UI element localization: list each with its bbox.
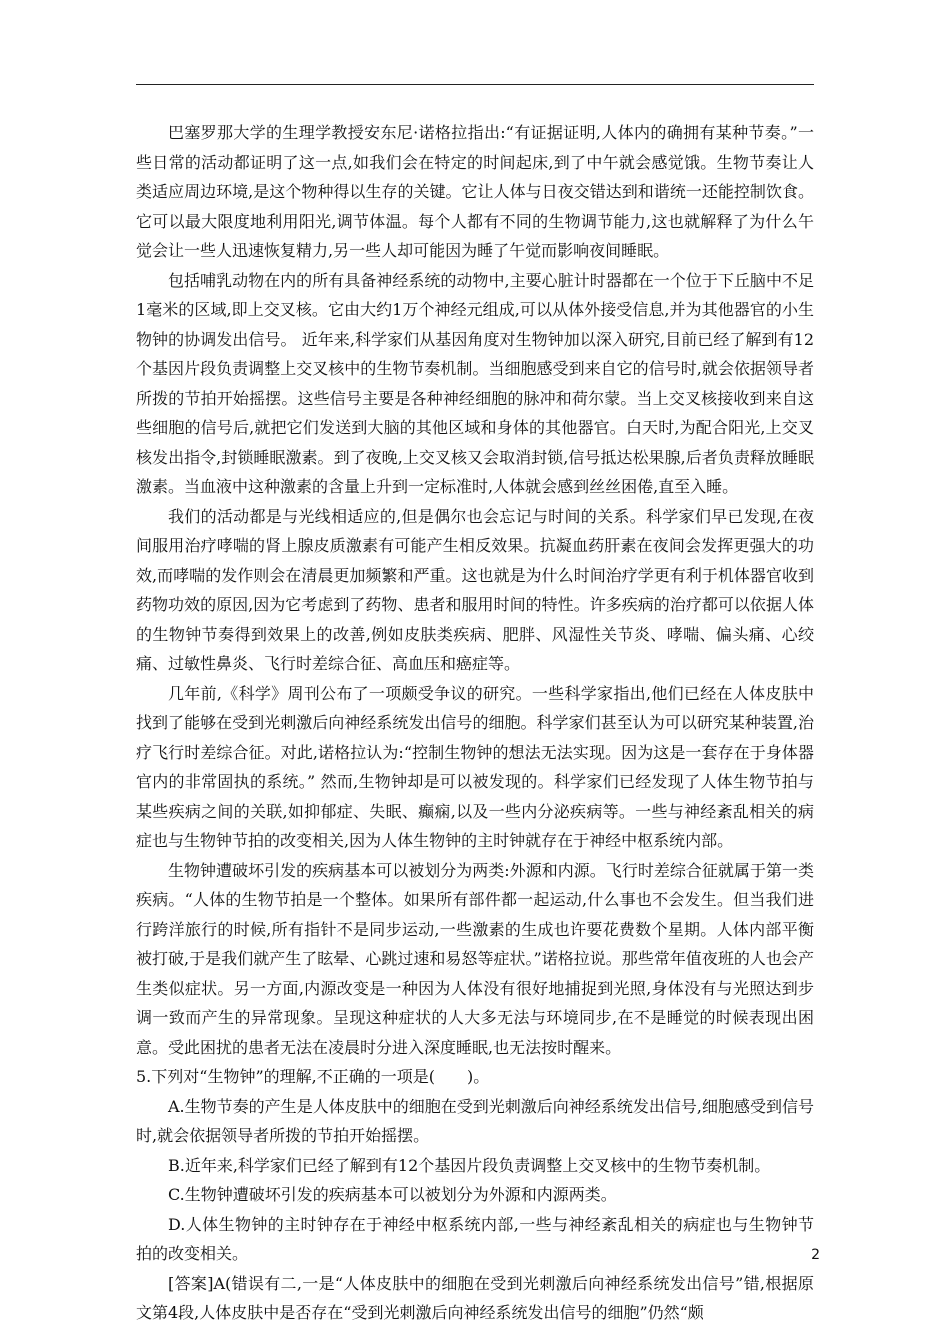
answer-explanation: [答案]A(错误有二,一是“人体皮肤中的细胞在受到光刺激后向神经系统发出信号”错,根据原文第4段,人体皮肤中是否存在“受到光刺激后向神经系统发出信号的细胞”仍然“颇 bbox=[136, 1273, 814, 1322]
page-number: 2 bbox=[811, 1247, 820, 1263]
paragraph-1: 巴塞罗那大学的生理学教授安东尼·诺格拉指出:“有证据证明,人体内的确拥有某种节奏。”一些日常的活动都证明了这一点,如我们会在特定的时间起床,到了中午就会感觉饿。生物节奏让人类适应周边环境,是这个物种得以生存的关键。它让人体与日夜交错达到和谐统一还能控制饮食。它可以最大限度地利用阳光,调节体温。每个人都有不同的生物调节能力,这也就解释了为什么午觉会让一些人迅速恢复精力,另一些人却可能因为睡了午觉而影响夜间睡眠。 bbox=[136, 123, 814, 260]
paragraph-5: 生物钟遭破坏引发的疾病基本可以被划分为两类:外源和内源。飞行时差综合征就属于第一类疾病。“人体的生物节拍是一个整体。如果所有部件都一起运动,什么事也不会发生。但当我们进行跨洋旅行的时候,所有指针不是同步运动,一些激素的生成也许要花费数个星期。人体内部平衡被打破,于是我们就产生了眩晕、心跳过速和易怒等症状。”诺格拉说。那些常年值夜班的人也会产生类似症状。另一方面,内源改变是一种因为人体没有很好地捕捉到光照,身体没有与光照达到步调一致而产生的异常现象。呈现这种症状的人大多无法与环境同步,在不是睡觉的时候表现出困意。受此困扰的患者无法在凌晨时分进入深度睡眠,也无法按时醒来。 bbox=[136, 860, 814, 1057]
paragraph-3: 我们的活动都是与光线相适应的,但是偶尔也会忘记与时间的关系。科学家们早已发现,在夜间服用治疗哮喘的肾上腺皮质激素有可能产生相反效果。抗凝血药肝素在夜间会发挥更强大的功效,而哮喘的发作则会在清晨更加频繁和严重。这也就是为什么时间治疗学更有利于机体器官收到药物功效的原因,因为它考虑到了药物、患者和服用时间的特性。许多疾病的治疗都可以依据人体的生物钟节奏得到效果上的改善,例如皮肤类疾病、肥胖、风湿性关节炎、哮喘、偏头痛、心绞痛、过敏性鼻炎、飞行时差综合征、高血压和癌症等。 bbox=[136, 506, 814, 673]
paragraph-2: 包括哺乳动物在内的所有具备神经系统的动物中,主要心脏计时器都在一个位于下丘脑中不足1毫米的区域,即上交叉核。它由大约1万个神经元组成,可以从体外接受信息,并为其他器官的小生物钟的协调发出信号。 近年来,科学家们从基因角度对生物钟加以深入研究,目前已经了解到有12个基因片段负责调整上交叉核中的生物节奏机制。当细胞感受到来自它的信号时,就会依据领导者所拨的节拍开始摇摆。这些信号主要是各种神经细胞的脉冲和荷尔蒙。当上交叉核接收到来自这些细胞的信号后,就把它们发送到大脑的其他区域和身体的其他器官。白天时,为配合阳光,上交叉核发出指令,封锁睡眠激素。到了夜晚,上交叉核又会取消封锁,信号抵达松果腺,后者负责释放睡眠激素。当血液中这种激素的含量上升到一定标准时,人体就会感到丝丝困倦,直至入睡。 bbox=[136, 270, 814, 496]
option-a: A.生物节奏的产生是人体皮肤中的细胞在受到光刺激后向神经系统发出信号,细胞感受到信号时,就会依据领导者所拨的节拍开始摇摆。 bbox=[136, 1096, 814, 1145]
paragraph-4: 几年前,《科学》周刊公布了一项颇受争议的研究。一些科学家指出,他们已经在人体皮肤中找到了能够在受到光刺激后向神经系统发出信号的细胞。科学家们甚至认为可以研究某种装置,治疗飞行时差综合征。对此,诺格拉认为:“控制生物钟的想法无法实现。因为这是一套存在于身体器官内的非常固执的系统。” 然而,生物钟却是可以被发现的。科学家们已经发现了人体生物节拍与某些疾病之间的关联,如抑郁症、失眠、癫痫,以及一些内分泌疾病等。一些与神经紊乱相关的病症也与生物钟节拍的改变相关,因为人体生物钟的主时钟就存在于神经中枢系统内部。 bbox=[136, 683, 814, 850]
header-rule bbox=[136, 84, 814, 85]
question-stem: 5.下列对“生物钟”的理解,不正确的一项是( )。 bbox=[136, 1067, 490, 1086]
option-b: B.近年来,科学家们已经了解到有12个基因片段负责调整上交叉核中的生物节奏机制。 bbox=[168, 1155, 771, 1175]
document-body bbox=[136, 118, 814, 1328]
option-d: D.人体生物钟的主时钟存在于神经中枢系统内部,一些与神经紊乱相关的病症也与生物钟节拍的改变相关。 bbox=[136, 1214, 814, 1263]
option-c: C.生物钟遭破坏引发的疾病基本可以被划分为外源和内源两类。 bbox=[168, 1185, 617, 1204]
